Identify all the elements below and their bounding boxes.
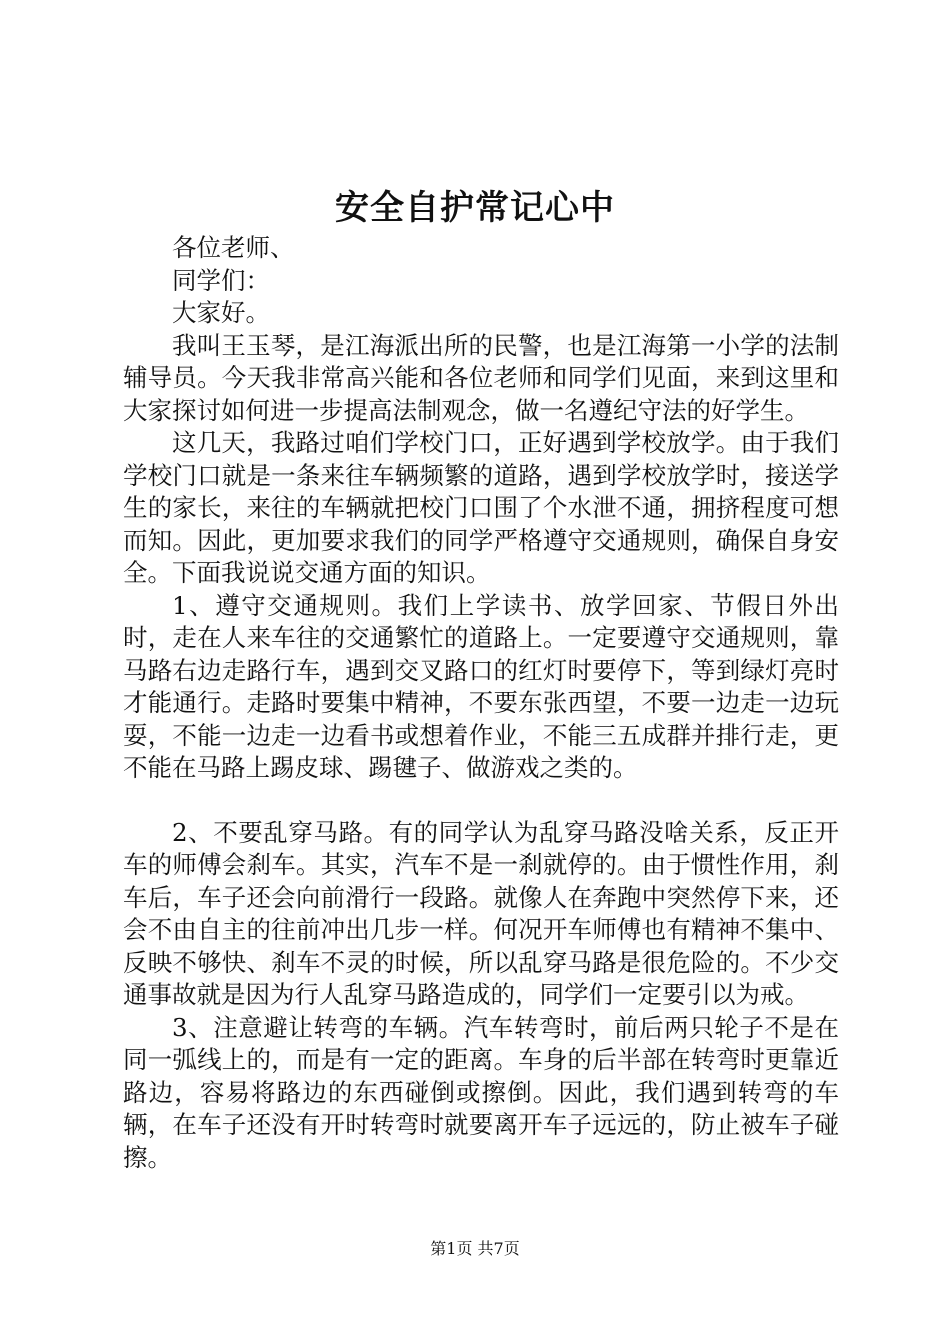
document-body [123, 232, 839, 1174]
paragraph-rule-3: 3、注意避让转弯的车辆。汽车转弯时，前后两只轮子不是在同一弧线上的，而是有一定的距离。车身的后半部在转弯时更靠近路边，容易将路边的东西碰倒或擦倒。因此，我们遇到转弯的车辆，在车子还没有开时转弯时就要离开车子远远的，防止被车子碰擦。 [123, 1012, 839, 1172]
paragraph-context: 这几天，我路过咱们学校门口，正好遇到学校放学。由于我们学校门口就是一条来往车辆频繁的道路，遇到学校放学时，接送学生的家长，来往的车辆就把校门口围了个水泄不通，拥挤程度可想而知。因此，更加要求我们的同学严格遵守交通规则，确保自身安全。下面我说说交通方面的知识。 [123, 428, 839, 587]
paragraph-rule-1: 1、遵守交通规则。我们上学读书、放学回家、节假日外出时，走在人来车往的交通繁忙的道路上。一定要遵守交通规则，靠马路右边走路行车，遇到交叉路口的红灯时要停下，等到绿灯亮时才能通行。走路时要集中精神，不要东张西望，不要一边走一边玩耍，不能一边走一边看书或想着作业，不能三五成群并排行走，更不能在马路上踢皮球、踢毽子、做游戏之类的。 [123, 590, 839, 782]
paragraph-rule-2: 2、不要乱穿马路。有的同学认为乱穿马路没啥关系，反正开车的师傅会刹车。其实，汽车不是一刹就停的。由于惯性作用，刹车后，车子还会向前滑行一段路。就像人在奔跑中突然停下来，还会不由自主的往前冲出几步一样。何况开车师傅也有精神不集中、反映不够快、刹车不灵的时候，所以乱穿马路是很危险的。不少交通事故就是因为行人乱穿马路造成的，同学们一定要引以为戒。 [123, 817, 839, 1009]
greeting-line-2: 同学们： [172, 265, 270, 295]
greeting-line-1: 各位老师、 [172, 233, 295, 262]
greeting-line-3: 大家好。 [172, 298, 270, 327]
page-number-footer: 第1页 共7页 [430, 1239, 520, 1258]
paragraph-intro: 我叫王玉琴，是江海派出所的民警，也是江海第一小学的法制辅导员。今天我非常高兴能和各位老师和同学们见面，来到这里和大家探讨如何进一步提高法制观念，做一名遵纪守法的好学生。 [123, 330, 839, 425]
document-title: 安全自护常记心中 [335, 188, 615, 228]
